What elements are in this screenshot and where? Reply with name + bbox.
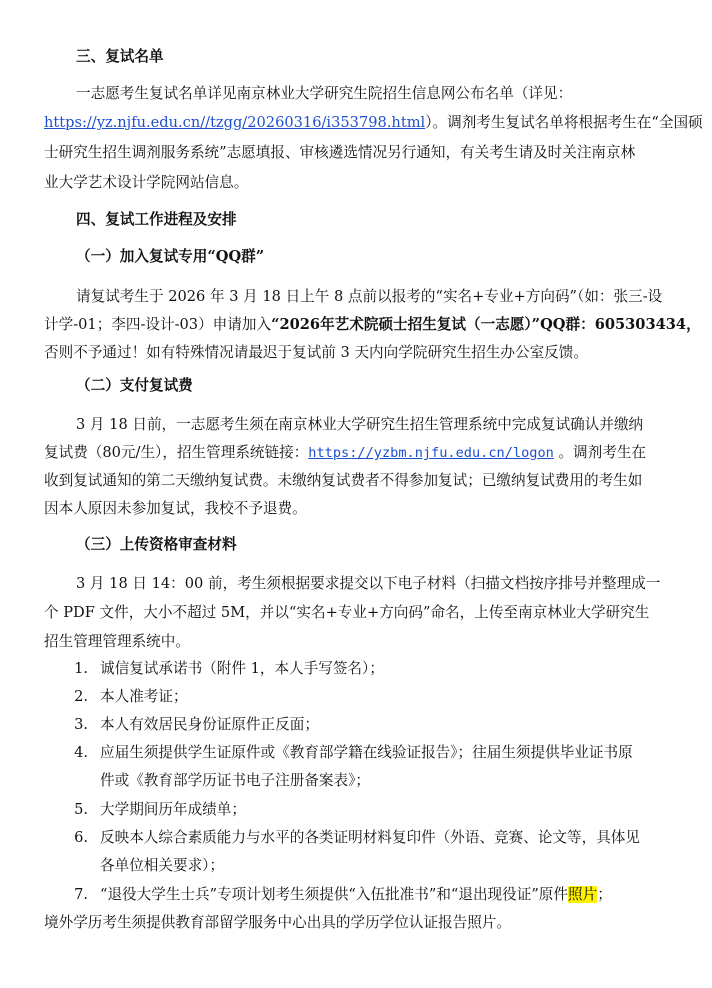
list-item-number: 4. xyxy=(74,744,88,761)
subsection-2-line-4: 因本人原因未参加复试，我校不予退费。 xyxy=(44,500,307,517)
list-item-text: 大学期间历年成绩单； xyxy=(100,801,246,818)
list-item-text: 诚信复试承诺书（附件 1，本人手写签名）； xyxy=(100,660,384,677)
section-3-paragraph-line-4: 业大学艺术设计学院网站信息。 xyxy=(44,174,249,191)
subsection-1-line-1: 请复试考生于 2026 年 3 月 18 日上午 8 点前以报考的“实名+专业+方向码”（如：张三-设 xyxy=(76,288,663,305)
subsection-2-heading: （二）支付复试费 xyxy=(76,377,193,394)
subsection-3-line-3: 招生管理管理系统中。 xyxy=(44,633,190,650)
subsection-2-line-2 xyxy=(44,443,646,463)
item-7-text: “退役大学生士兵”专项计划考生须提供“入伍批准书”和“退出现役证”原件 xyxy=(100,886,568,903)
section-4-heading: 四、复试工作进程及安排 xyxy=(76,211,237,228)
enrollment-system-link[interactable]: https://yzbm.njfu.edu.cn/logon xyxy=(308,445,554,461)
subsection-2-line-2-end: 。调剂考生在 xyxy=(553,444,647,461)
list-item-text xyxy=(100,885,612,905)
section-3-paragraph-line-2-text: ）。调剂考生复试名单将根据考生在“全国硕 xyxy=(425,114,703,131)
subsection-3-line-2: 个 PDF 文件，大小不超过 5M，并以“实名+专业+方向码”命名，上传至南京林业大学研究生 xyxy=(44,604,650,621)
list-item-text: 件或《教育部学历证书电子注册备案表》； xyxy=(100,772,370,789)
subsection-3-line-1: 3 月 18 日 14：00 前，考生须根据要求提交以下电子材料（扫描文档按序排号并整理成一 xyxy=(76,575,661,592)
subsection-2-line-2-text: 复试费（80元/生），招生管理系统链接： xyxy=(44,444,309,461)
list-item-number: 3. xyxy=(74,716,88,733)
list-item-number: 2. xyxy=(74,688,88,705)
list-item-text: 应届生须提供学生证原件或《教育部学籍在线验证报告》；往届生须提供毕业证书原 xyxy=(100,744,633,761)
list-item-number: 5. xyxy=(74,801,88,818)
list-item-number: 1. xyxy=(74,660,88,677)
subsection-2-line-1: 3 月 18 日前，一志愿考生须在南京林业大学研究生招生管理系统中完成复试确认并缴纳 xyxy=(76,416,644,433)
subsection-2-line-3: 收到复试通知的第二天缴纳复试费。未缴纳复试费者不得参加复试；已缴纳复试费用的考生如 xyxy=(44,472,643,489)
list-item-text: 反映本人综合素质能力与水平的各类证明材料复印件（外语、竞赛、论文等，具体见 xyxy=(100,829,640,846)
item-7-line-2: 境外学历考生须提供教育部留学服务中心出具的学历学位认证报告照片。 xyxy=(44,914,512,931)
subsection-3-heading: （三）上传资格审查材料 xyxy=(76,536,237,553)
section-3-paragraph-line-2 xyxy=(44,113,703,133)
subsection-1-line-3: 否则不予通过！如有特殊情况请最迟于复试前 3 天内向学院研究生招生办公室反馈。 xyxy=(44,344,588,361)
item-7-tail: ； xyxy=(597,886,612,903)
list-item-number: 7. xyxy=(74,886,88,903)
admission-list-link[interactable]: https://yz.njfu.edu.cn//tzgg/20260316/i353798.html xyxy=(44,114,426,131)
subsection-1-heading: （一）加入复试专用“QQ群” xyxy=(76,248,265,265)
highlighted-text: 照片 xyxy=(568,886,598,903)
subsection-1-line-2-text: 计学-01；李四-设计-03）申请加入 xyxy=(44,316,272,333)
section-3-paragraph-line-1: 一志愿考生复试名单详见南京林业大学研究生院招生信息网公布名单（详见： xyxy=(76,85,573,102)
list-item-text: 本人准考证； xyxy=(100,688,188,705)
list-item-text: 各单位相关要求）； xyxy=(100,857,225,874)
section-3-paragraph-line-3: 士研究生招生调剂服务系统”志愿填报、审核遴选情况另行通知，有关考生请及时关注南京林 xyxy=(44,144,636,161)
subsection-1-line-2 xyxy=(44,315,701,335)
list-item-text: 本人有效居民身份证原件正反面； xyxy=(100,716,319,733)
section-3-heading: 三、复试名单 xyxy=(76,48,164,65)
list-item-number: 6. xyxy=(74,829,88,846)
qq-group-info: “2026年艺术院硕士招生复试（一志愿）”QQ群：605303434， xyxy=(271,316,701,333)
